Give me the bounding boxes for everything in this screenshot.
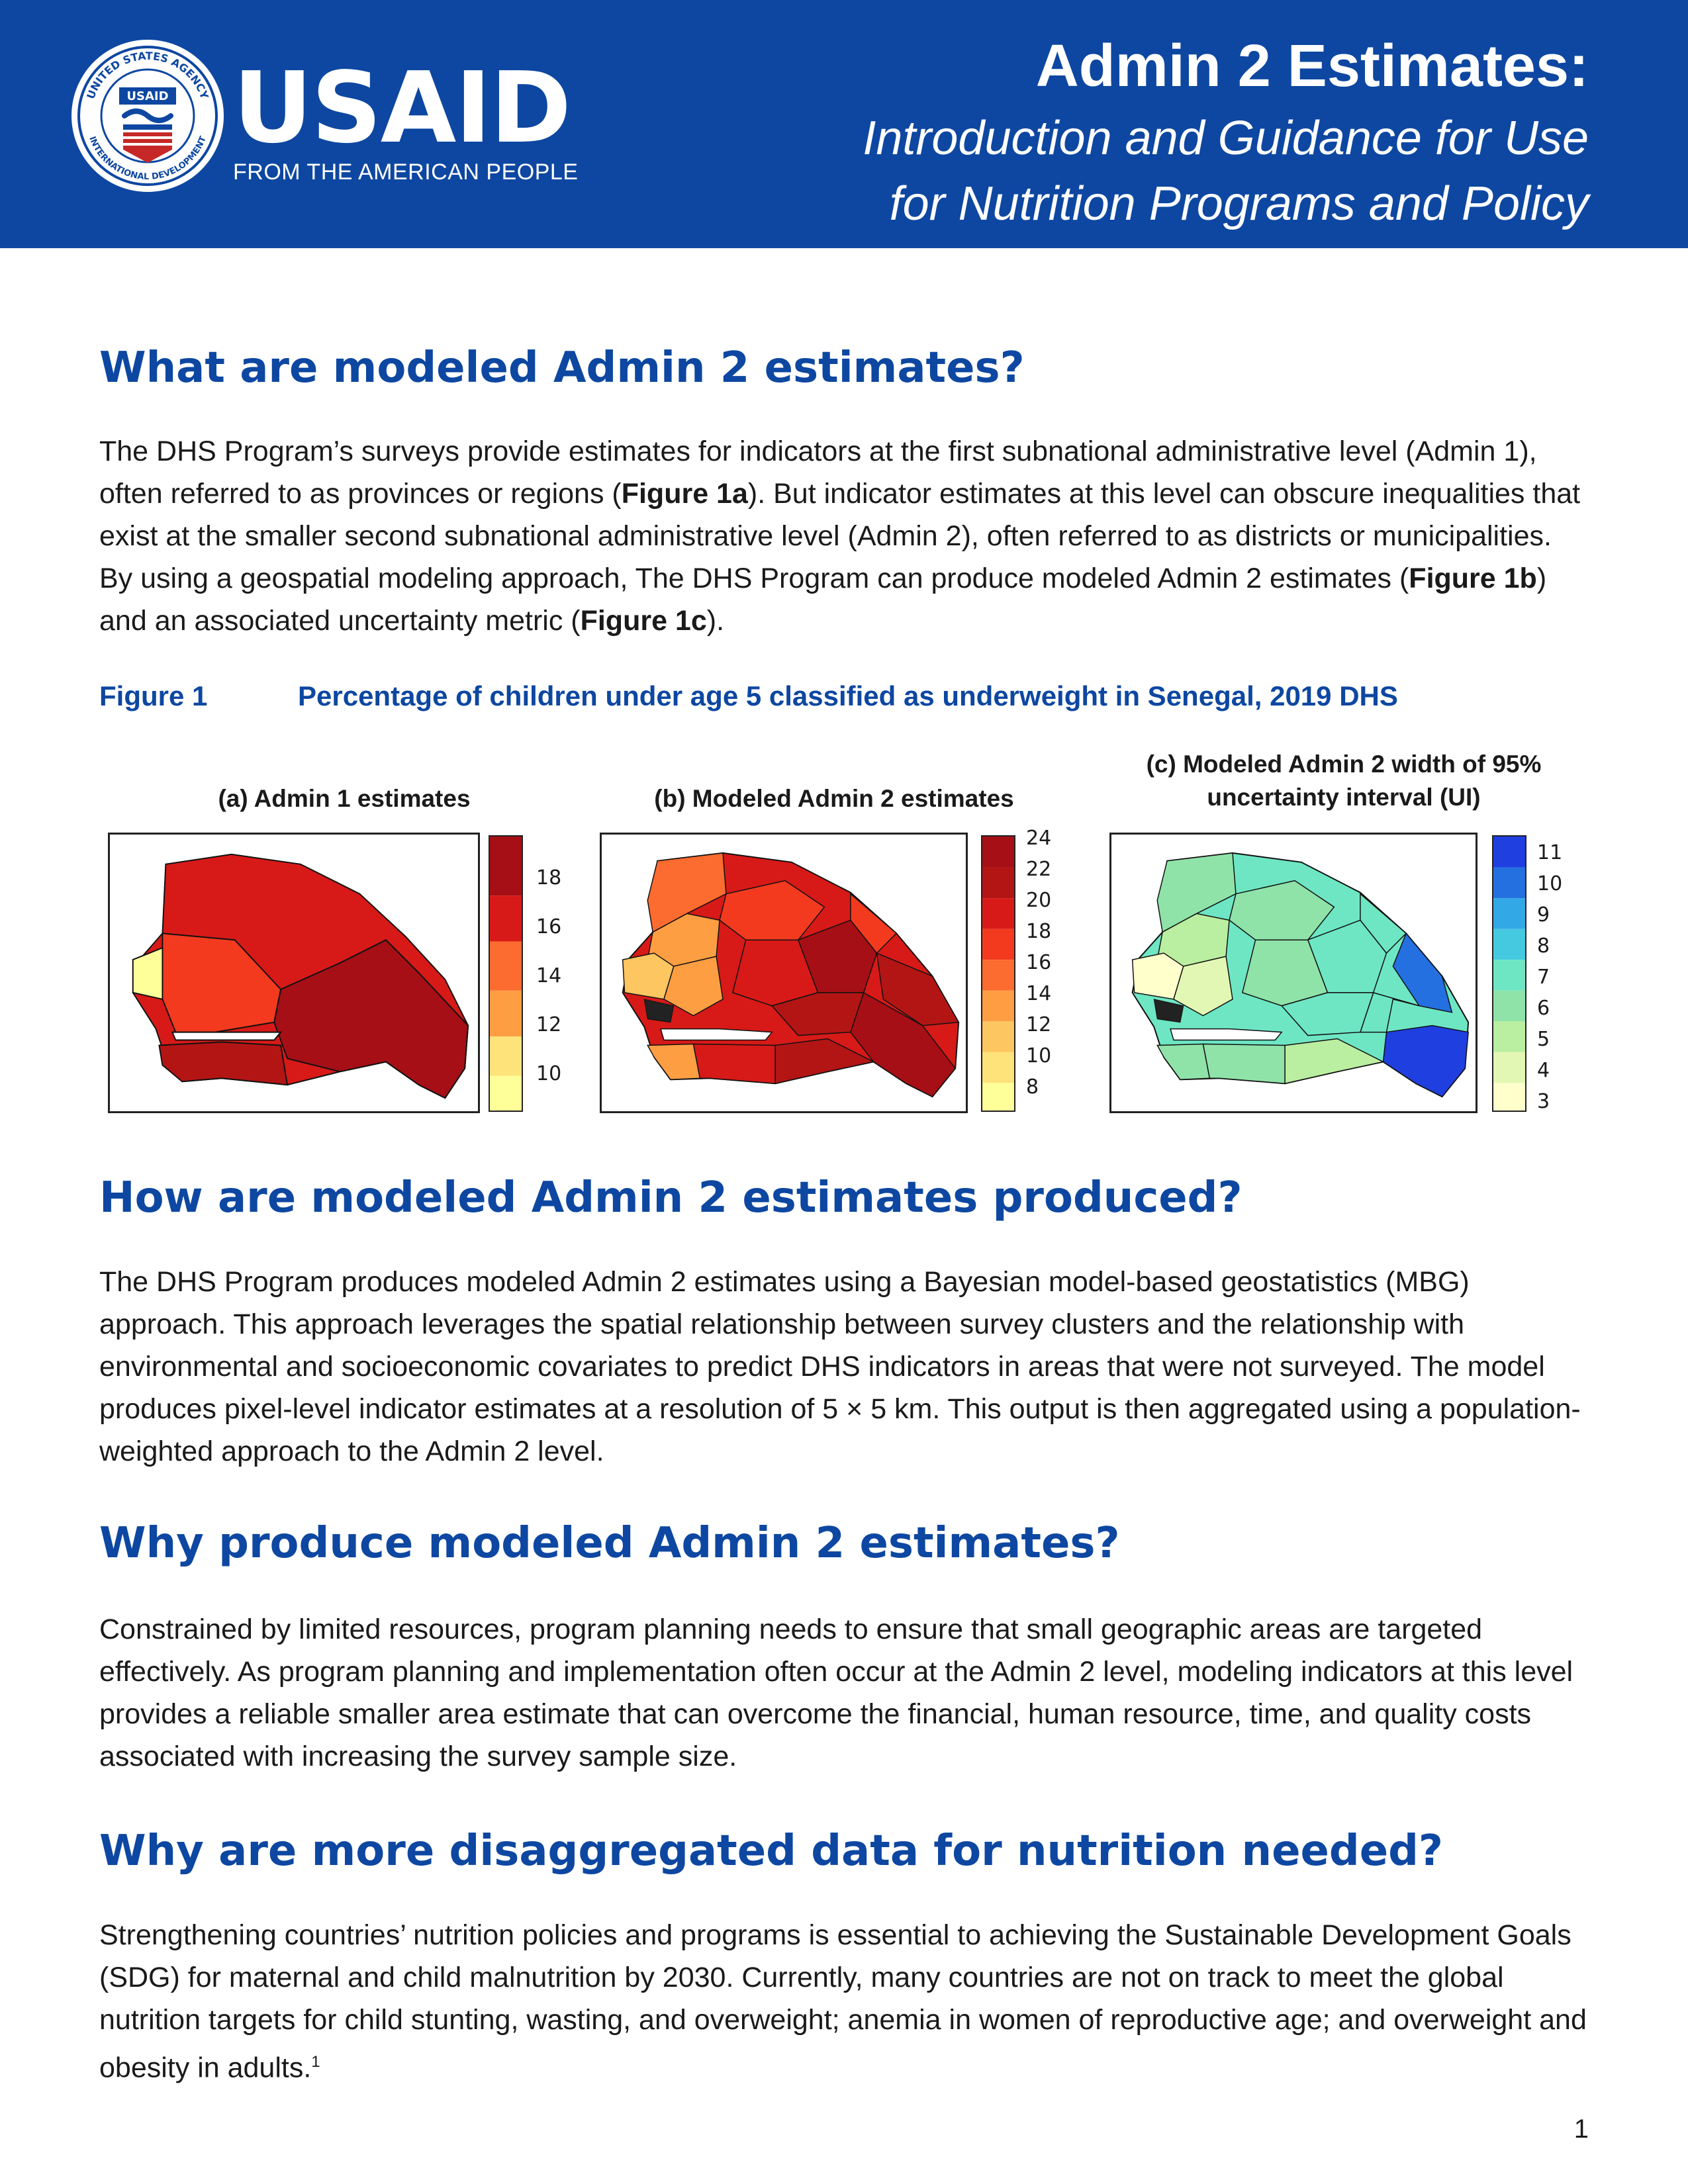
legend-a-tick: 10 (536, 1062, 562, 1085)
legend-c-tick: 9 (1537, 903, 1550, 927)
legend-b-tick: 8 (1026, 1075, 1039, 1099)
legend-c-tick: 5 (1537, 1028, 1550, 1051)
figure-title: Percentage of children under age 5 classified as underweight in Senegal, 2019 DHS (298, 680, 1398, 711)
map-admin1 (108, 833, 480, 1113)
svg-text:INTERNATIONAL DEVELOPMENT: INTERNATIONAL DEVELOPMENT (87, 135, 209, 183)
paragraph-text: Strengthening countries’ nutrition policies and programs is essential to achieving the Sustainable Development Goals (SDG) for maternal and child malnutrition by 2030. Currently, many countries are not on track to meet the global nutrition targets for child stunting, wasting, and overweight; anemia in women of reproductive age; and overweight and obesity in adults. (99, 1919, 1587, 2084)
legend-c-colorbar (1492, 835, 1526, 1112)
section-heading-what: What are modeled Admin 2 estimates? (99, 343, 1025, 392)
figure-reference-1a: Figure 1a (621, 478, 748, 510)
legend-b-tick: 12 (1026, 1013, 1052, 1036)
page-subtitle: Introduction and Guidance for Use for Nutrition Programs and Policy (863, 112, 1589, 230)
section-paragraph-what (99, 430, 1589, 642)
map-uncertainty-width (1109, 833, 1477, 1113)
panel-c-title-line2: uncertainty interval (UI) (1207, 784, 1481, 811)
figure-label: Figure 1 (99, 680, 208, 711)
legend-a-tick: 14 (536, 964, 562, 987)
legend-c-tick: 10 (1537, 872, 1563, 895)
paragraph-text: The DHS Program’s surveys provide estimates for indicators at the first subnational administrative level (Admin 1), often referred to as provinces or regions ( (99, 435, 1537, 510)
legend-a-tick: 18 (536, 866, 562, 889)
section-heading-why-produce: Why produce modeled Admin 2 estimates? (99, 1519, 1120, 1568)
legend-b-tick: 10 (1026, 1044, 1052, 1068)
legend-b-colorbar (981, 835, 1015, 1112)
legend-a-tick: 16 (536, 915, 562, 938)
legend-b-tick: 22 (1026, 858, 1052, 881)
legend-c-tick: 4 (1537, 1059, 1550, 1082)
legend-a-tick: 12 (536, 1013, 562, 1036)
legend-c-tick: 8 (1537, 934, 1550, 958)
paragraph-text: ). (706, 605, 725, 637)
header-banner (0, 0, 1688, 248)
panel-c-title-line1: (c) Modeled Admin 2 width of 95% (1146, 751, 1542, 778)
footnote-marker: 1 (311, 2053, 320, 2071)
legend-b-tick: 16 (1026, 951, 1052, 974)
section-heading-why-disaggregated: Why are more disaggregated data for nutrition needed? (99, 1827, 1444, 1876)
section-paragraph-why-disaggregated (99, 1914, 1589, 2089)
panel-a-title: (a) Admin 1 estimates (218, 785, 471, 812)
brand-tagline: FROM THE AMERICAN PEOPLE (233, 159, 579, 185)
section-heading-how: How are modeled Admin 2 estimates produced? (99, 1173, 1243, 1222)
svg-text:USAID: USAID (126, 89, 169, 103)
paragraph-text: ) and an associated uncertainty metric ( (99, 563, 1547, 637)
legend-c-tick: 7 (1537, 966, 1550, 989)
legend-c-tick: 11 (1537, 841, 1563, 864)
legend-b-tick: 20 (1026, 889, 1052, 912)
page-number: 1 (1573, 2115, 1589, 2144)
legend-c-tick: 3 (1537, 1090, 1550, 1113)
legend-b-tick: 24 (1026, 827, 1052, 850)
legend-b-tick: 14 (1026, 982, 1052, 1005)
usaid-seal-icon (71, 40, 224, 192)
brand-wordmark: USAID (233, 51, 571, 165)
section-paragraph-why-produce: Constrained by limited resources, program planning needs to ensure that small geographic areas are targeted effectively. As program planning and implementation often occur at the Admin 2 level, modeling indicators at this level provides a reliable smaller area estimate that can overcome the financial, human resource, time, and quality costs associated with increasing the survey sample size. (99, 1614, 1573, 1772)
panel-b-title: (b) Modeled Admin 2 estimates (654, 785, 1014, 812)
figure-reference-1b: Figure 1b (1409, 563, 1537, 594)
svg-text:UNITED STATES AGENCY: UNITED STATES AGENCY (84, 49, 211, 101)
paragraph-text: ). But indicator estimates at this level can obscure inequalities that exist at the smaller second subnational administrative level (Admin 2), often referred to as districts or municipalities. By using a geospatial modeling approach, The DHS Program can produce modeled Admin 2 estimates ( (99, 478, 1581, 594)
section-paragraph-how: The DHS Program produces modeled Admin 2 estimates using a Bayesian model-based geostatistics (MBG) approach. This approach leverages the spatial relationship between survey clusters and the relationship with environmental and socioeconomic covariates to predict DHS indicators in areas that were not surveyed. The model produces pixel-level indicator estimates at a resolution of 5 × 5 km. This output is then aggregated using a population-weighted approach to the Admin 2 level. (99, 1266, 1581, 1467)
map-admin2-estimates (600, 833, 968, 1113)
page-title: Admin 2 Estimates: (1035, 33, 1589, 99)
panel-c-title (1086, 748, 1602, 814)
legend-c-tick: 6 (1537, 997, 1550, 1020)
legend-b-tick: 18 (1026, 920, 1052, 943)
legend-a-colorbar (489, 835, 523, 1112)
figure-reference-1c: Figure 1c (580, 605, 707, 637)
